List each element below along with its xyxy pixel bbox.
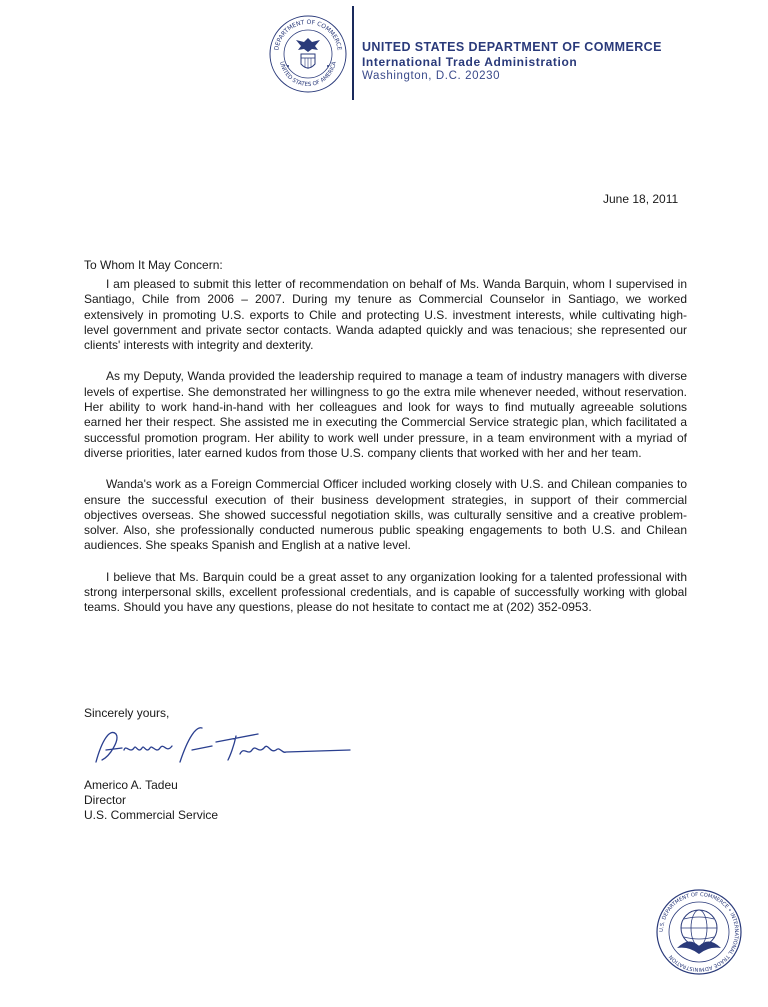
- signer-title: Director: [84, 793, 127, 807]
- seal-text-top: DEPARTMENT OF COMMERCE: [273, 18, 343, 51]
- letter-body: [84, 277, 687, 632]
- signer-name: Americo A. Tadeu: [84, 778, 178, 792]
- body-paragraph: As my Deputy, Wanda provided the leadership required to manage a team of industry managers with diverse levels of expertise. She demonstrated her willingness to go the extra mile whenever needed, without reservation. Her ability to work hand-in-hand with her colleagues and look for ways to find mutually agreeable solutions earned her their respect. She assisted me in executing the Commercial Service strategic plan, which facilitated a successful promotion program. Her ability to work well under pressure, in a team environment with a myriad of diverse priorities, later earned kudos from those U.S. company clients that worked with her and her team.: [84, 369, 687, 460]
- closing: Sincerely yours,: [84, 706, 170, 720]
- department-seal-icon: [268, 14, 348, 94]
- ita-seal-icon: [655, 888, 743, 976]
- letterhead: [362, 40, 662, 83]
- department-name: UNITED STATES DEPARTMENT OF COMMERCE: [362, 40, 662, 54]
- letter-date: June 18, 2011: [603, 192, 679, 206]
- signer-organization: U.S. Commercial Service: [84, 808, 219, 822]
- handwritten-signature: [88, 720, 358, 770]
- seal-text-bottom: UNITED STATES OF AMERICA: [278, 60, 338, 89]
- letterhead-location: Washington, D.C. 20230: [362, 70, 501, 82]
- letterhead-divider: [352, 6, 354, 100]
- salutation: To Whom It May Concern:: [84, 258, 223, 272]
- signer-block: [84, 778, 218, 823]
- svg-text:U.S. DEPARTMENT OF COMMERCE •: [659, 892, 739, 972]
- body-paragraph: I believe that Ms. Barquin could be a great asset to any organization looking for a talented professional with strong interpersonal skills, excellent professional credentials, and is capable of successfully working with global teams. Should you have any questions, please do not hesitate to contact me at (202) 352-0953.: [84, 569, 687, 615]
- ita-seal-text: U.S. DEPARTMENT OF COMMERCE • INTERNATIONAL TRADE ADMINISTRATION: [658, 891, 740, 973]
- administration-name: International Trade Administration: [362, 55, 578, 69]
- body-paragraph: Wanda's work as a Foreign Commercial Officer included working closely with U.S. and Chilean companies to ensure the successful execution of their business development strategies, in support of their commercial objectives overseas. She showed successful negotiation skills, was culturally sensitive and a creative problem-solver. Also, she professionally conducted numerous public speaking engagements to both U.S. and Chilean audiences. She speaks Spanish and English at a native level.: [84, 477, 687, 553]
- body-paragraph: I am pleased to submit this letter of recommendation on behalf of Ms. Wanda Barquin, whom I supervised in Santiago, Chile from 2006 – 2007. During my tenure as Commercial Counselor in Santiago, we worked extensively in promoting U.S. exports to Chile and protecting U.S. investment interests, while cultivating high-level government and private sector contacts. Wanda adapted quickly and was tenacious; she represented our clients' interests with integrity and dexterity.: [84, 277, 687, 353]
